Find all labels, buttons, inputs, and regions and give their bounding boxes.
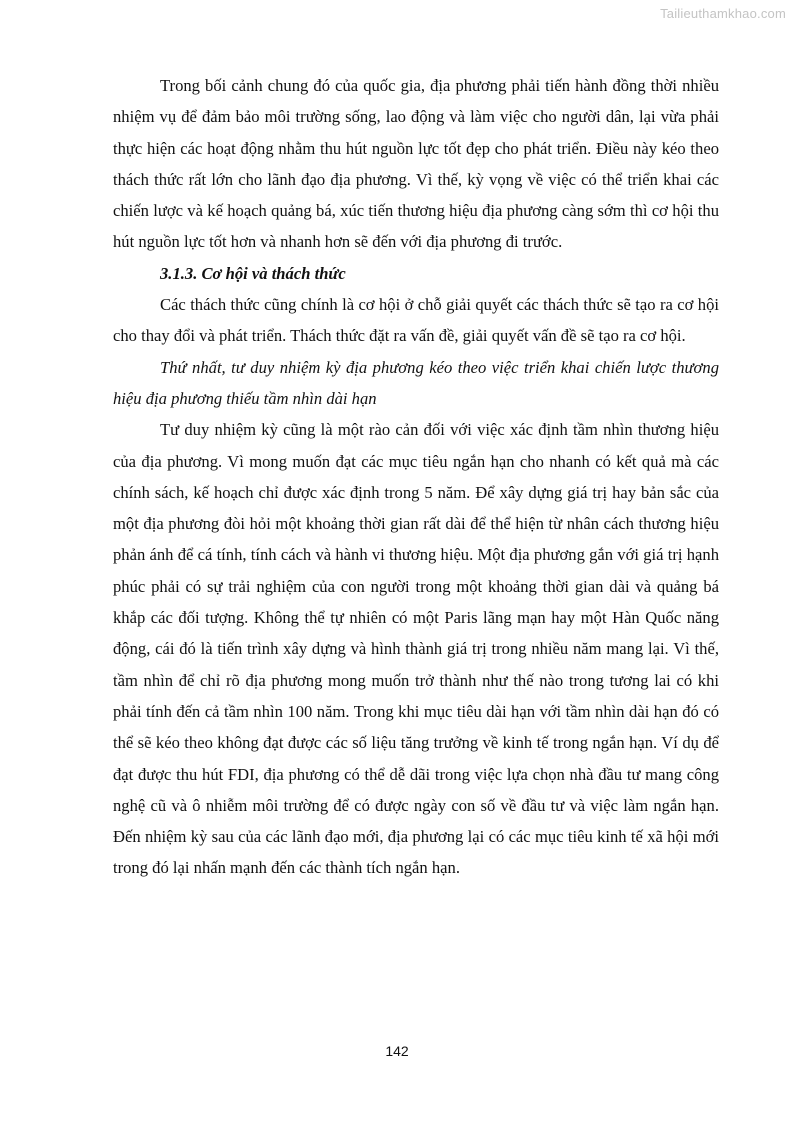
- section-heading: 3.1.3. Cơ hội và thách thức: [160, 263, 346, 283]
- page-number: 142: [385, 1043, 409, 1059]
- watermark-text: Tailieuthamkhao.com: [660, 6, 786, 21]
- paragraph-challenges: Các thách thức cũng chính là cơ hội ở chỗ giải quyết các thách thức sẽ tạo ra cơ hội cho thay đổi và phát triển. Thách thức đặt ra vấn đề, giải quyết vấn đề sẽ tạo ra cơ hội.: [113, 295, 719, 346]
- paragraph-term-thinking: Tư duy nhiệm kỳ cũng là một rào cản đối với việc xác định tầm nhìn thương hiệu của địa phương. Vì mong muốn đạt các mục tiêu ngắn hạn cho nhanh có kết quả mà các chính sách, kế hoạch chỉ được xác định trong 5 năm. Để xây dựng giá trị hay bản sắc của một địa phương đòi hỏi một khoảng thời gian rất dài để thể hiện từ nhân cách thương hiệu phản ánh để cá tính, tính cách và hành vi thương hiệu. Một địa phương gắn với giá trị hạnh phúc phải có sự trải nghiệm của con người trong một khoảng thời gian dài và quảng bá khắp các đối tượng. Không thể tự nhiên có một Paris lãng mạn hay một Hàn Quốc năng động, cái đó là tiến trình xây dựng và hình thành giá trị trong nhiều năm mang lại. Vì thế, tầm nhìn để chỉ rõ địa phương mong muốn trở thành như thế nào trong tương lai có khi phải tính đến cả tầm nhìn 100 năm. Trong khi mục tiêu dài hạn với tầm nhìn dài hạn đó có thể sẽ kéo theo không đạt được các số liệu tăng trưởng về kinh tế trong ngắn hạn. Ví dụ để đạt được thu hút FDI, địa phương có thể dễ dãi trong việc lựa chọn nhà đầu tư mang công nghệ cũ và ô nhiễm môi trường để có được ngày con số về đầu tư và việc làm ngắn hạn. Đến nhiệm kỳ sau của các lãnh đạo mới, địa phương lại có các mục tiêu kinh tế xã hội mới trong đó lại nhấn mạnh đến các thành tích ngắn hạn.: [113, 420, 719, 878]
- paragraph-context: Trong bối cảnh chung đó của quốc gia, địa phương phải tiến hành đồng thời nhiều nhiệm vụ để đảm bảo môi trường sống, lao động và làm việc cho người dân, lại vừa phải thực hiện các hoạt động nhằm thu hút nguồn lực tốt đẹp cho phát triển. Điều này kéo theo thách thức rất lớn cho lãnh đạo địa phương. Vì thế, kỳ vọng về việc có thể triển khai các chiến lược và kế hoạch quảng bá, xúc tiến thương hiệu địa phương càng sớm thì cơ hội thu hút nguồn lực tốt hơn và nhanh hơn sẽ đến với địa phương đi trước.: [113, 76, 719, 252]
- sub-heading-first: Thứ nhất, tư duy nhiệm kỳ địa phương kéo theo việc triển khai chiến lược thương hiệu địa phương thiếu tầm nhìn dài hạn: [113, 357, 719, 408]
- document-body: [113, 70, 719, 884]
